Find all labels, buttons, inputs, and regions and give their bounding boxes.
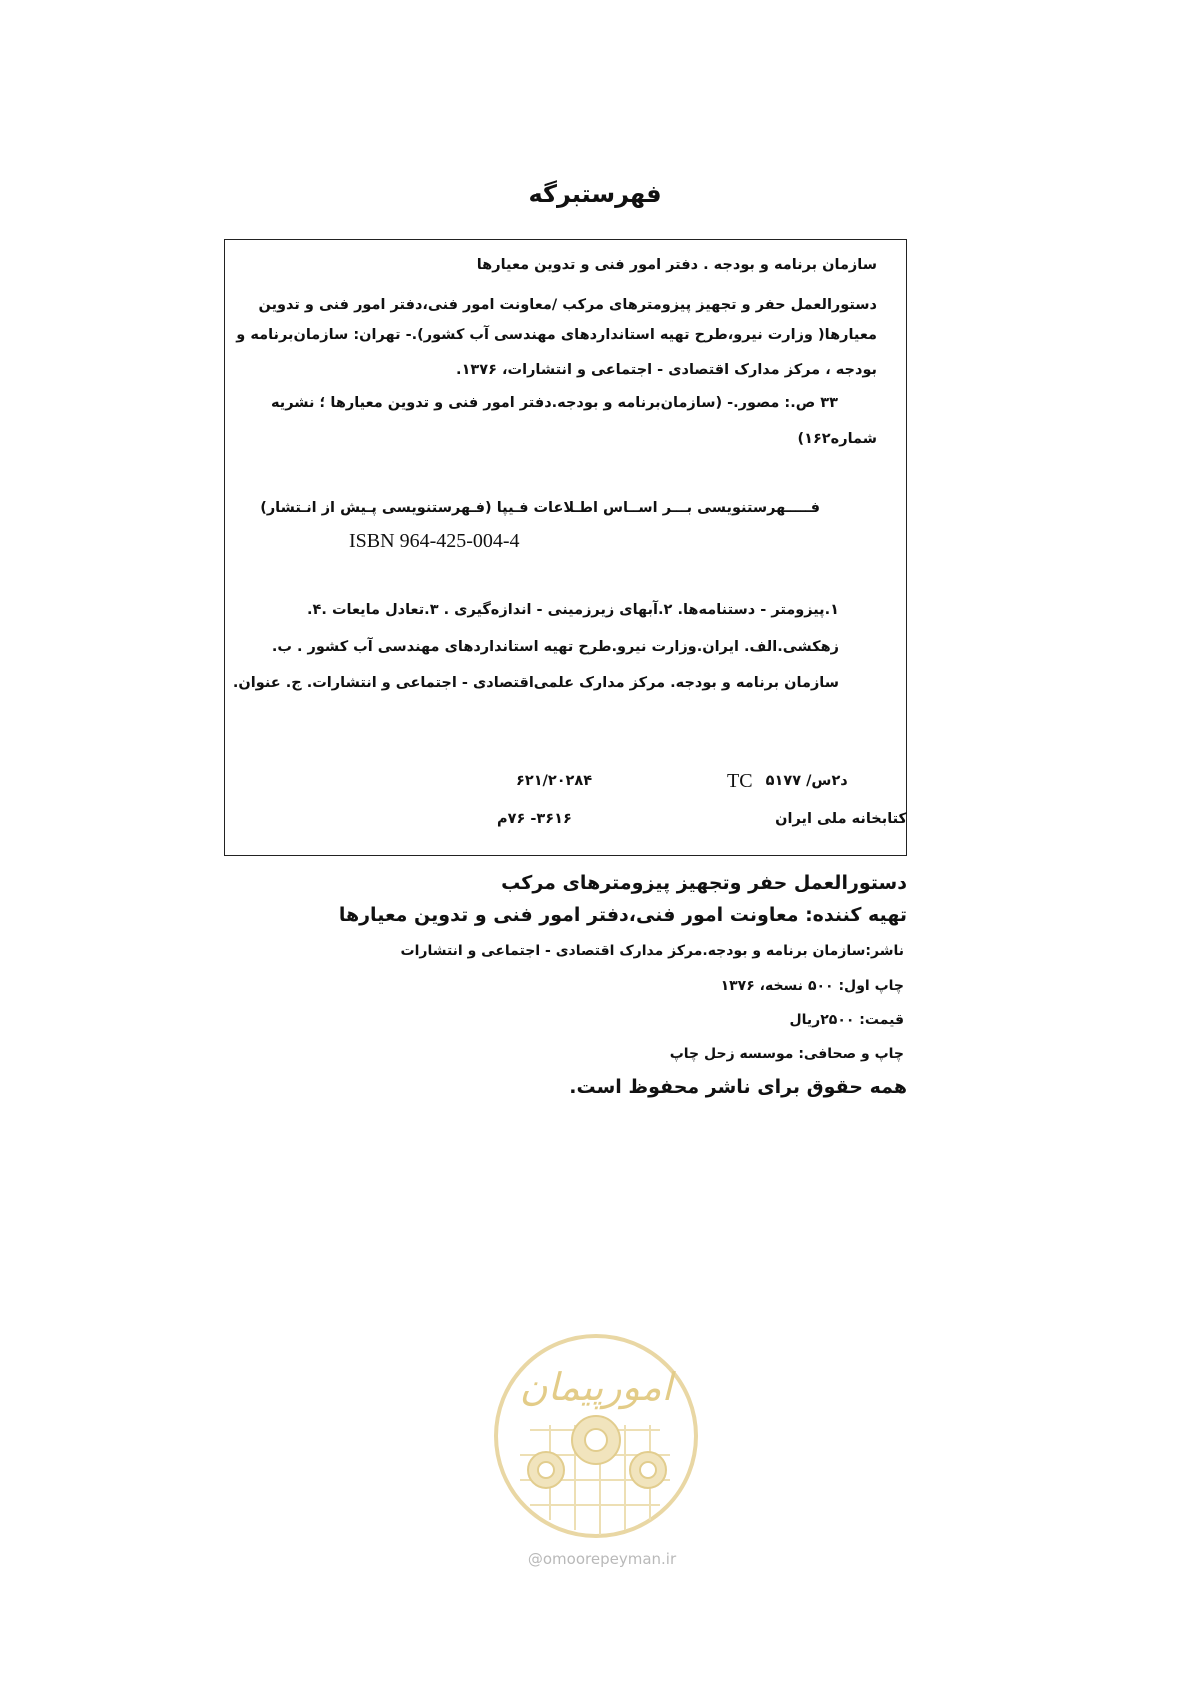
watermark-url: omoorepeyman.ir	[542, 1550, 677, 1568]
subject-line-3: سازمان برنامه و بودجه. مرکز مدارک علمی‌اقتصادی - اجتماعی و انتشارات. ج. عنوان.	[232, 675, 839, 691]
page-heading: فهرستبرگه	[528, 180, 662, 208]
seal-graphic	[490, 1330, 702, 1542]
prepared-by: تهیه کننده: معاونت امور فنی،دفتر امور فنی و تدوین معیارها	[338, 904, 907, 926]
catalog-line-2: دستورالعمل حفر و تجهیز پیزومترهای مرکب /معاونت امور فنی،دفتر امور فنی و تدوین	[258, 297, 877, 313]
seal-text: امورپیمان	[519, 1365, 673, 1409]
catalog-line-4: بودجه ، مرکز مدارک اقتصادی - اجتماعی و انتشارات، ۱۳۷۶.	[456, 362, 877, 378]
price: قیمت: ۲۵۰۰ریال	[789, 1012, 904, 1028]
lc-call-number	[727, 770, 848, 793]
watermark-seal	[490, 1330, 702, 1542]
catalog-line-6: شماره۱۶۲)	[797, 431, 877, 447]
isbn: ISBN 964-425-004-4	[349, 530, 520, 552]
catalog-line-3: معیارها( وزارت نیرو،طرح تهیه استانداردهای مهندسی آب کشور).- تهران: سازمان‌برنامه و	[236, 327, 877, 343]
watermark-site	[497, 1550, 707, 1568]
lc-latin: TC	[727, 770, 753, 792]
catalog-line-1: سازمان برنامه و بودجه . دفتر امور فنی و تدوین معیارها	[476, 257, 877, 273]
dewey-number: ۶۲۱/۲۰۲۸۴	[516, 773, 593, 789]
book-title: دستورالعمل حفر وتجهیز پیزومترهای مرکب	[501, 872, 907, 894]
publisher: ناشر:سازمان برنامه و بودجه.مرکز مدارک اقتصادی - اجتماعی و انتشارات	[400, 943, 904, 959]
at-icon: @	[527, 1550, 543, 1568]
national-library-label: کتابخانه ملی ایران	[775, 811, 907, 827]
catalog-line-5: ۳۳ ص.: مصور.- (سازمان‌برنامه و بودجه.دفتر امور فنی و تدوین معیارها ؛ نشریه	[271, 395, 838, 411]
fipa-note: فـــــهرستنویسی بـــر اســاس اطـلاعات فـیپا (فـهرستنویسی پـیش از انـتشار)	[260, 500, 820, 516]
first-print: چاپ اول: ۵۰۰ نسخه، ۱۳۷۶	[720, 978, 904, 994]
subject-line-1: ۱.پیزومتر - دستنامه‌ها. ۲.آبهای زیرزمینی - اندازه‌گیری . ۳.تعادل مایعات .۴.	[307, 602, 839, 618]
national-number: ۳۶۱۶- ۷۶م	[497, 811, 572, 827]
rights-notice: همه حقوق برای ناشر محفوظ است.	[569, 1076, 907, 1098]
lc-prefix: ۵د۲س/ ۱۷۷	[765, 773, 848, 789]
subject-line-2: زهکشی.الف. ایران.وزارت نیرو.طرح تهیه استانداردهای مهندسی آب کشور . ب.	[271, 639, 839, 655]
printing: چاپ و صحافی: موسسه زحل چاپ	[669, 1046, 904, 1062]
